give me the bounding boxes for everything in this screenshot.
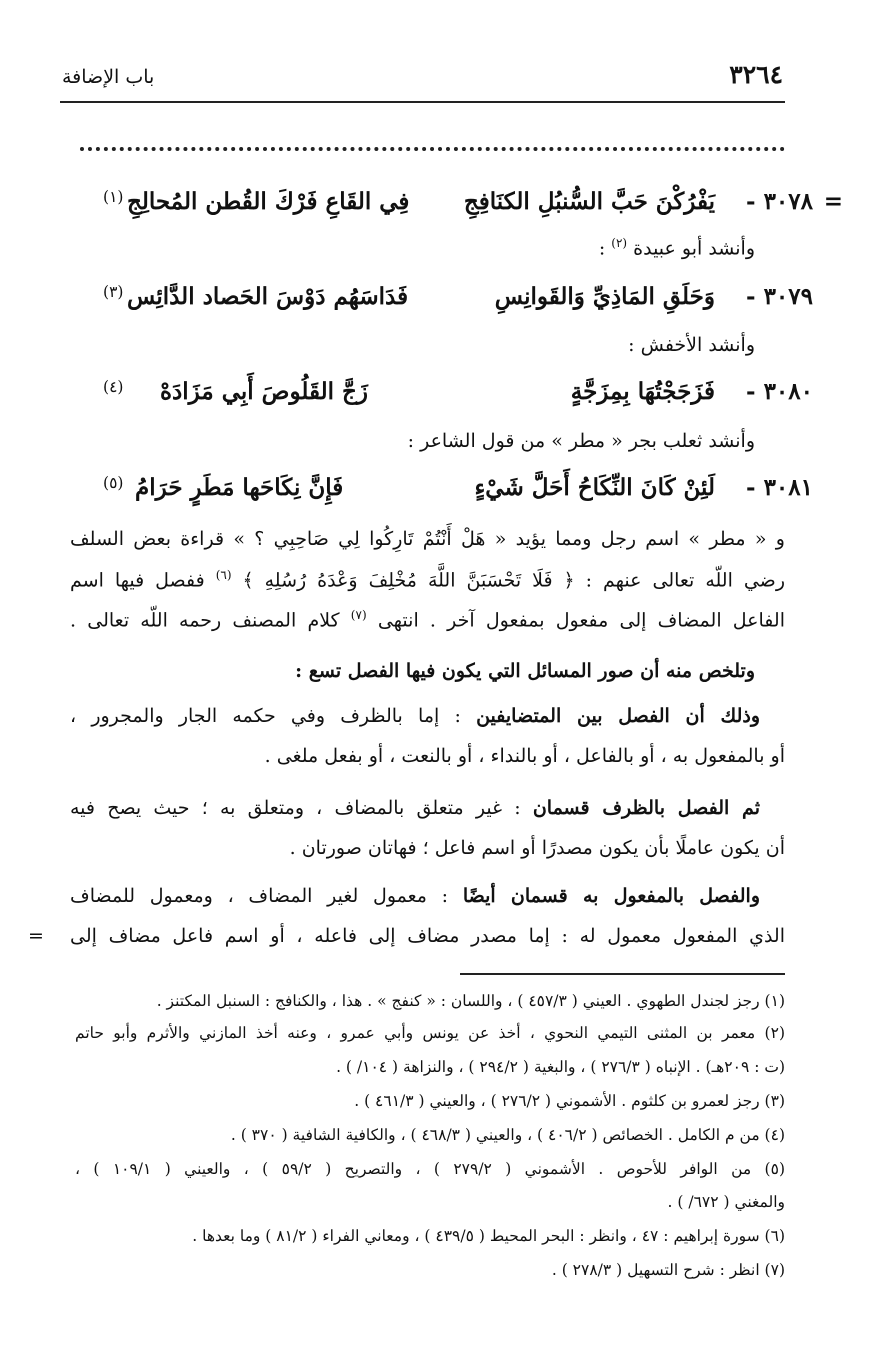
header-rule — [60, 101, 785, 103]
body-line — [70, 705, 760, 727]
verse-second-hemistich: فِي القَاعِ فَرْكَ القُطن المُحالِجِ — [127, 188, 410, 215]
verse-first-hemistich: يَفْرُكْنَ حَبَّ السُّنبُلِ الكنَافِجِ — [463, 188, 715, 215]
header-leader — [538, 68, 678, 72]
body-bold-lead: والفصل بالمفعول به قسمان أيضًا — [462, 885, 760, 907]
chapter-title: باب الإضافة — [62, 66, 155, 88]
verse-first-hemistich: فَزَجَجْتُهَا بِمِزَجَّةٍ — [570, 378, 715, 405]
body-text: رضي اللّه تعالى عنهم : ﴿ فَلَا تَحْسَبَنَّ اللَّهَ مُخْلِفَ وَعْدَهُ رُسُلِهِ ﴾ — [242, 569, 785, 592]
body-text: كلام المصنف رحمه اللّه تعالى . — [70, 609, 340, 632]
verse-intro — [599, 236, 755, 259]
verse-intro-text: وأنشد أبو عبيدة — [633, 237, 755, 260]
body-line: أن يكون عاملًا بأن يكون مصدرًا أو اسم فاعل ؛ فهاتان صورتان . — [289, 837, 785, 859]
verse-lead-mark: = — [823, 188, 843, 215]
footnote-line: والمغني ( ٦٧٢/ ) . — [667, 1193, 785, 1211]
body-text: الفاعل المضاف إلى مفعول بمفعول آخر . انتهى — [377, 609, 785, 632]
body-bold-lead: ثم الفصل بالظرف قسمان — [532, 797, 760, 819]
verse-number: ٣٠٨٠ - — [746, 378, 813, 405]
dotted-separator — [80, 146, 785, 152]
verse-number: ٣٠٧٨ - — [746, 188, 813, 215]
footnote-ref: (٤) — [103, 378, 124, 396]
footnote-line: (٢) معمر بن المثنى التيمي النحوي ، أخذ عن يونس وأبي عمرو ، وعنه أخذ المازني والأثرم وأبو حاتم — [75, 1024, 785, 1042]
footnote-ref: (٢) — [611, 236, 628, 250]
footnote-line: (٤) من م الكامل . الخصائص ( ٤٠٦/٢ ) ، والعيني ( ٤٦٨/٣ ) ، والكافية الشافية ( ٣٧٠ ) . — [230, 1126, 785, 1144]
footnote-line: (٥) من الوافر للأحوص . الأشموني ( ٢٧٩/٢ ) ، والتصريح ( ٥٩/٢ ) ، والعيني ( ١٠٩/١ ) ، — [75, 1160, 785, 1178]
footnote-line: (١) رجز لجندل الطهوي . العيني ( ٤٥٧/٣ ) ، واللسان : « كنفج » . هذا ، والكنافج : السنبل المكتنز . — [156, 992, 785, 1010]
footnote-rule — [460, 973, 785, 975]
body-text: : غير متعلق بالمضاف ، ومتعلق به ؛ حيث يصح فيه — [70, 797, 521, 819]
page-number: ٣٢٦٤ — [729, 60, 783, 89]
footnote-line: (٣) رجز لعمرو بن كلثوم . الأشموني ( ٢٧٦/٢ ) ، والعيني ( ٤٦١/٣ ) . — [354, 1092, 785, 1110]
body-bold-lead: وذلك أن الفصل بين المتضايفين — [476, 705, 760, 727]
footnote-ref: (٧) — [350, 608, 367, 622]
footnote-line: (٦) سورة إبراهيم : ٤٧ ، وانظر : البحر المحيط ( ٤٣٩/٥ ) ، ومعاني الفراء ( ٨١/٢ ) وما بعدها . — [192, 1227, 785, 1245]
verse-first-hemistich: لَئِنْ كَانَ النِّكَاحُ أَحَلَّ شَيْءٍ — [474, 474, 715, 501]
footnote-line: (٧) انظر : شرح التسهيل ( ٢٧٨/٣ ) . — [551, 1261, 785, 1279]
footnote-ref: (٥) — [103, 474, 124, 492]
verse-second-hemistich: فَإِنَّ نِكَاحَها مَطَرٍ حَرَامُ — [135, 474, 344, 501]
verse-intro: وأنشد ثعلب بجر « مطر » من قول الشاعر : — [407, 430, 755, 452]
footnote-ref: (١) — [103, 188, 124, 206]
body-line — [70, 608, 785, 631]
body-line — [70, 568, 785, 591]
verse-second-hemistich: فَدَاسَهُم دَوْسَ الحَصاد الدَّائِس — [127, 283, 409, 310]
footnote-ref: (٦) — [215, 568, 232, 582]
verse-first-hemistich: وَحَلَقِ المَاذِيِّ وَالقَوانِسِ — [494, 283, 715, 310]
body-line: أو بالمفعول به ، أو بالفاعل ، أو بالنداء ، أو بالنعت ، أو بفعل ملغى . — [264, 745, 785, 767]
verse-intro: وأنشد الأخفش : — [628, 334, 755, 356]
continuation-mark: = — [28, 925, 44, 947]
verse-number: ٣٠٧٩ - — [746, 283, 813, 310]
body-line: و « مطر » اسم رجل ومما يؤيد « هَلْ أَنْتُمْ تَارِكُوا لِي صَاحِبِي ؟ » قراءة بعض السلف — [70, 528, 785, 550]
footnote-ref: (٣) — [103, 283, 124, 301]
verse-number: ٣٠٨١ - — [746, 474, 813, 501]
verse-intro-colon: : — [598, 237, 606, 260]
verse-second-hemistich: زَجَّ القَلُوصَ أَبِي مَزَادَهْ — [160, 378, 368, 405]
body-line: الذي المفعول معمول له : إما مصدر مضاف إلى فاعله ، أو اسم فاعل مضاف إلى — [70, 925, 785, 947]
body-line — [70, 885, 760, 907]
body-text: ففصل فيها اسم — [70, 569, 205, 592]
footnote-line: (ت : ٢٠٩هـ) . الإنباه ( ٢٧٦/٣ ) ، والبغية ( ٢٩٤/٢ ) ، والنزاهة ( ١٠٤/ ) . — [336, 1058, 785, 1076]
body-text: : إما بالظرف وفي حكمه الجار والمجرور ، — [70, 705, 461, 727]
body-text: : معمول لغير المضاف ، ومعمول للمضاف — [70, 885, 449, 907]
body-heading-line: وتلخص منه أن صور المسائل التي يكون فيها الفصل تسع : — [295, 660, 755, 682]
body-line — [70, 797, 760, 819]
